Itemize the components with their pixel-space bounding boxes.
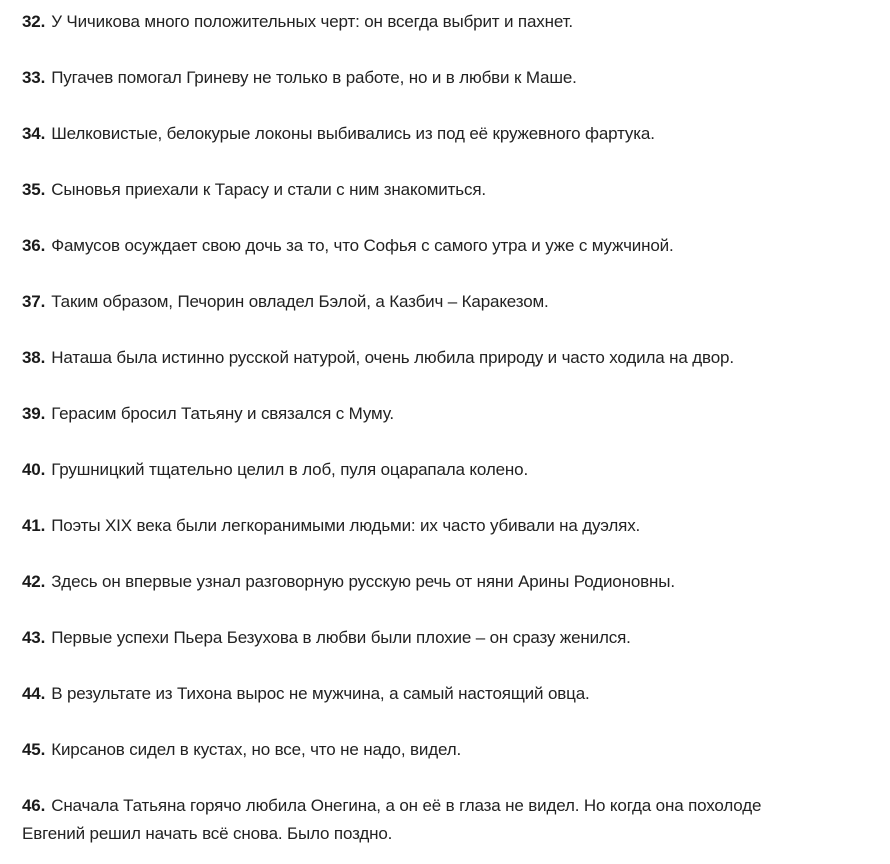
item-number: 36. (22, 236, 46, 255)
item-text: Первые успехи Пьера Безухова в любви были плохие – он сразу женился. (51, 628, 631, 647)
item-text: Герасим бросил Татьяну и связался с Муму. (51, 404, 394, 423)
item-text: Наташа была истинно русской натурой, очень любила природу и часто ходила на двор. (51, 348, 734, 367)
list-item (22, 456, 890, 484)
item-text: Фамусов осуждает свою дочь за то, что Софья с самого утра и уже с мужчиной. (51, 236, 674, 255)
list-item (22, 288, 890, 316)
list-item (22, 736, 890, 764)
item-text: Таким образом, Печорин овладел Бэлой, а Казбич – Каракезом. (51, 292, 549, 311)
item-text: В результате из Тихона вырос не мужчина, а самый настоящий овца. (51, 684, 590, 703)
item-number: 42. (22, 572, 46, 591)
item-text: Здесь он впервые узнал разговорную русскую речь от няни Арины Родионовны. (51, 572, 675, 591)
item-text: Сначала Татьяна горячо любила Онегина, а он её в глаза не видел. Но когда она похолоде (51, 796, 762, 815)
list-item (22, 624, 890, 652)
item-number: 40. (22, 460, 46, 479)
list-item (22, 64, 890, 92)
list-item (22, 400, 890, 428)
list-item (22, 512, 890, 540)
list-item (22, 8, 890, 36)
item-text: Пугачев помогал Гриневу не только в работе, но и в любви к Маше. (51, 68, 577, 87)
list-item (22, 568, 890, 596)
item-number: 35. (22, 180, 46, 199)
item-text: Сыновья приехали к Тарасу и стали с ним знакомиться. (51, 180, 486, 199)
item-text: Поэты XIX века были легкоранимыми людьми: их часто убивали на дуэлях. (51, 516, 641, 535)
item-number: 45. (22, 740, 46, 759)
item-number: 39. (22, 404, 46, 423)
item-text: Кирсанов сидел в кустах, но все, что не надо, видел. (51, 740, 462, 759)
list-item (22, 792, 868, 848)
list-item (22, 232, 890, 260)
item-number: 43. (22, 628, 46, 647)
list-item (22, 120, 890, 148)
item-number: 38. (22, 348, 46, 367)
item-text-continuation: Евгений решил начать всё снова. Было поздно. (22, 824, 393, 843)
item-number: 44. (22, 684, 46, 703)
list-item (22, 680, 890, 708)
item-number: 41. (22, 516, 46, 535)
item-text: Шелковистые, белокурые локоны выбивались из под её кружевного фартука. (51, 124, 655, 143)
item-number: 37. (22, 292, 46, 311)
list-item (22, 176, 890, 204)
item-number: 33. (22, 68, 46, 87)
item-text: У Чичикова много положительных черт: он всегда выбрит и пахнет. (51, 12, 573, 31)
list-item (22, 344, 890, 372)
item-number: 34. (22, 124, 46, 143)
item-number: 46. (22, 796, 46, 815)
item-text: Грушницкий тщательно целил в лоб, пуля оцарапала колено. (51, 460, 529, 479)
item-number: 32. (22, 12, 46, 31)
